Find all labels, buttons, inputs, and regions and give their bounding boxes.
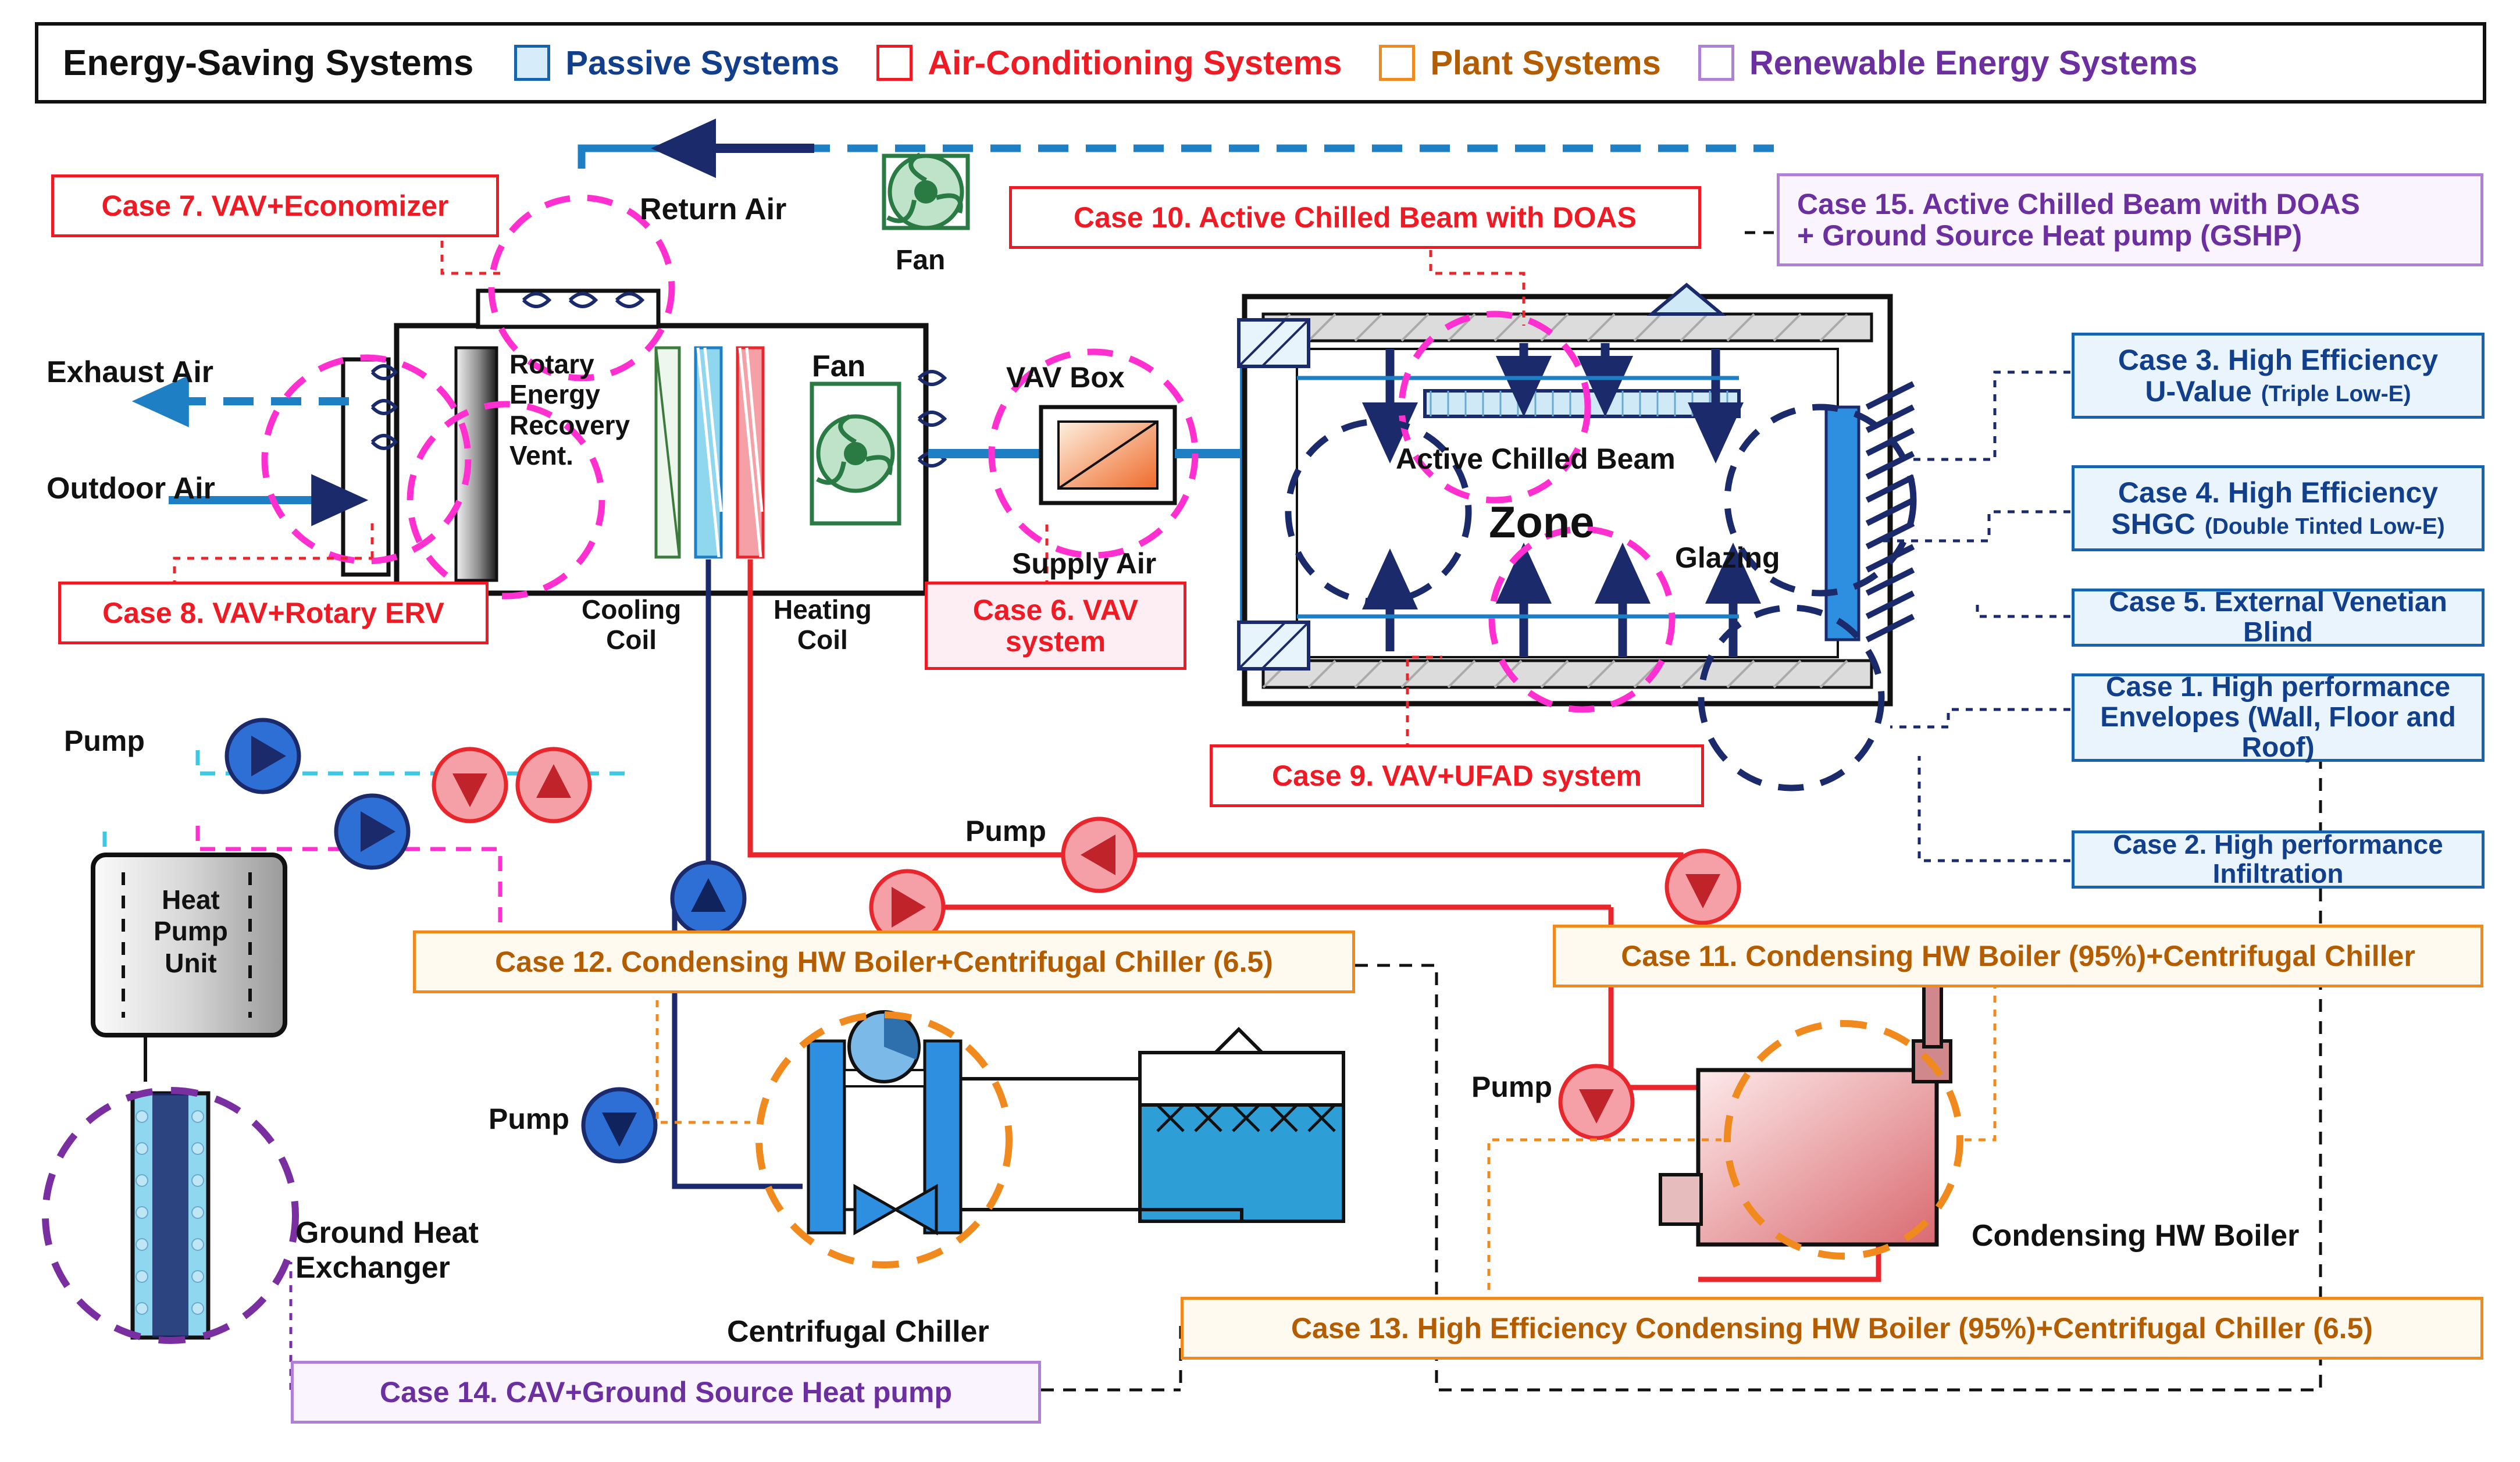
- label-erv-line1: Rotary: [509, 349, 594, 379]
- case-box-6[interactable]: [925, 582, 1186, 670]
- case-box-11[interactable]: Case 11. Condensing HW Boiler (95%)+Centrifugal Chiller: [1553, 925, 2483, 987]
- label-erv-line2: Energy: [509, 379, 600, 410]
- label-condensing-hw-boiler: Condensing HW Boiler: [1972, 1219, 2300, 1253]
- label-centrifugal-chiller: Centrifugal Chiller: [727, 1315, 989, 1349]
- label-pump-1: Pump: [64, 725, 145, 757]
- label-ghe-line2: Exchanger: [295, 1251, 450, 1285]
- case-box-4-note: (Double Tinted Low-E): [2204, 514, 2445, 539]
- legend-label-air-conditioning: Air-Conditioning Systems: [928, 44, 1342, 82]
- label-heat-pump-unit-line3: Unit: [165, 947, 217, 978]
- case-box-15[interactable]: [1777, 173, 2483, 266]
- case-box-12[interactable]: Case 12. Condensing HW Boiler+Centrifugal Chiller (6.5): [413, 930, 1355, 993]
- label-ghe-line1: Ground Heat: [295, 1216, 479, 1250]
- case-box-4[interactable]: [2072, 465, 2485, 551]
- case-box-6-line2: system: [1005, 625, 1106, 658]
- case-box-14[interactable]: Case 14. CAV+Ground Source Heat pump: [291, 1361, 1041, 1424]
- label-heat-pump-unit-line2: Pump: [154, 916, 228, 947]
- case-box-9[interactable]: Case 9. VAV+UFAD system: [1210, 744, 1704, 807]
- legend-title: Energy-Saving Systems: [63, 42, 474, 83]
- label-heating-coil-line2: Coil: [797, 625, 848, 655]
- label-cooling-coil-line2: Coil: [606, 625, 657, 655]
- label-heating-coil-line1: Heating: [774, 594, 872, 625]
- case-box-3-line2-wrap: [2145, 376, 2411, 407]
- label-erv-line4: Vent.: [509, 440, 573, 471]
- case-box-3[interactable]: [2072, 333, 2485, 419]
- label-heat-pump-unit: [150, 884, 231, 979]
- case-box-4-line2: SHGC: [2111, 508, 2195, 540]
- case-box-4-line2-wrap: [2111, 508, 2445, 540]
- label-fan-top: Fan: [896, 245, 946, 276]
- case-box-13[interactable]: Case 13. High Efficiency Condensing HW Boiler (95%)+Centrifugal Chiller (6.5): [1181, 1297, 2483, 1360]
- label-glazing: Glazing: [1675, 541, 1780, 574]
- label-pump-4: Pump: [489, 1103, 569, 1135]
- case-box-1[interactable]: [2072, 673, 2485, 762]
- case-box-15-line2: + Ground Source Heat pump (GSHP): [1797, 219, 2302, 252]
- label-supply-air: Supply Air: [1012, 547, 1157, 580]
- legend-label-plant: Plant Systems: [1430, 44, 1661, 82]
- case-box-5[interactable]: Case 5. External Venetian Blind: [2072, 589, 2485, 647]
- label-return-air: Return Air: [640, 192, 787, 226]
- label-vav-box: VAV Box: [1006, 361, 1125, 394]
- label-outdoor-air: Outdoor Air: [47, 472, 215, 505]
- case-box-7[interactable]: Case 7. VAV+Economizer: [51, 174, 499, 237]
- case-box-6-line1: Case 6. VAV: [972, 594, 1139, 626]
- label-exhaust-air: Exhaust Air: [47, 355, 214, 389]
- label-cooling-coil: [582, 594, 681, 655]
- label-zone: Zone: [1489, 498, 1595, 547]
- label-erv-line3: Recovery: [509, 409, 630, 440]
- label-heating-coil: [774, 594, 872, 655]
- legend-label-passive: Passive Systems: [565, 44, 840, 82]
- case-box-10[interactable]: Case 10. Active Chilled Beam with DOAS: [1009, 186, 1701, 249]
- case-box-3-line2: U-Value: [2145, 375, 2252, 408]
- label-pump-3: Pump: [1471, 1071, 1552, 1103]
- case-box-2[interactable]: Case 2. High performance Infiltration: [2072, 830, 2485, 889]
- label-active-chilled-beam: Active Chilled Beam: [1396, 443, 1676, 475]
- label-heat-pump-unit-line1: Heat: [162, 885, 220, 915]
- label-rotary-erv: [509, 349, 630, 471]
- label-pump-2: Pump: [965, 815, 1046, 847]
- case-box-1-line2: Envelopes (Wall, Floor and Roof): [2100, 702, 2456, 763]
- case-box-8[interactable]: Case 8. VAV+Rotary ERV: [58, 582, 489, 644]
- legend-label-renewable: Renewable Energy Systems: [1749, 44, 2198, 82]
- case-box-1-line1: Case 1. High performance: [2105, 672, 2451, 703]
- label-ground-heat-exchanger: [295, 1215, 479, 1286]
- case-box-4-line1: Case 4. High Efficiency: [2118, 476, 2439, 509]
- label-cooling-coil-line1: Cooling: [582, 594, 682, 625]
- case-box-15-line1: Case 15. Active Chilled Beam with DOAS: [1797, 188, 2360, 220]
- label-fan-ahu: Fan: [812, 350, 866, 383]
- case-box-3-note: (Triple Low-E): [2261, 381, 2411, 406]
- case-box-3-line1: Case 3. High Efficiency: [2118, 344, 2439, 376]
